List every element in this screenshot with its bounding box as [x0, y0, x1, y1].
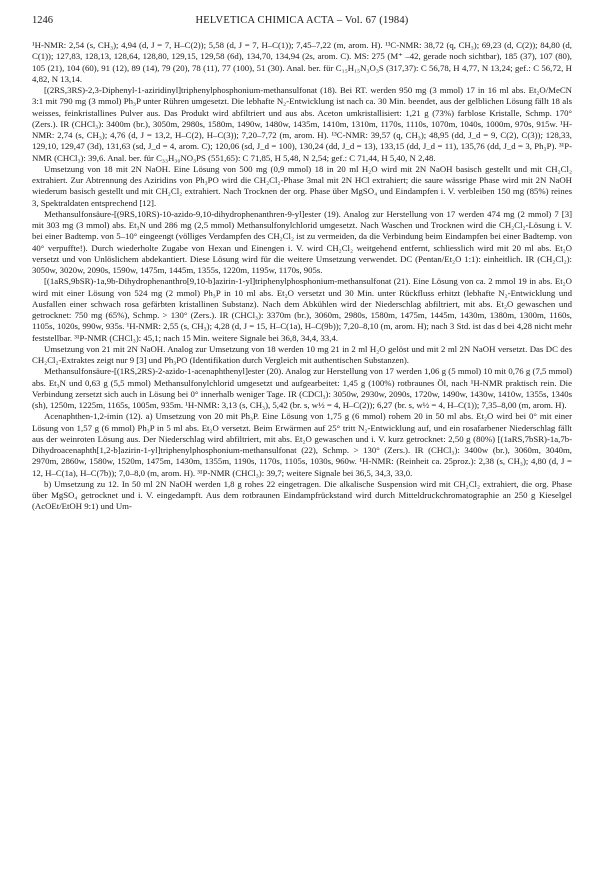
paragraph-reaction-18-naoh: Umsetzung von 18 mit 2N NaOH. Eine Lösung von 500 mg (0,9 mmol) 18 in 20 ml H₂O wird mit 2N NaOH basisch gestellt und mit CH₂Cl₂ extrahiert. Zur Abtrennung des Aziridins von Ph₃PO wird die CH₂Cl₂-Phase 3mal mit 2N HCl extrahiert; die saure wässrige Phase wird mit 2N NaOH wiederum basisch gestellt und mit CH₂Cl₂ extrahiert. Nach Trocknen der org. Phase über MgSO₄ und Eindampfen i. V. verbleiben 150 mg (85%) reines 3, Spektraldaten entsprechend [12]. — [32, 163, 572, 208]
paragraph-compound-18: [(2RS,3RS)-2,3-Diphenyl-1-aziridinyl]triphenylphosphonium-methansulfonat (18). Bei RT. werden 950 mg (3 mmol) 17 in 16 ml abs. Et₂O/MeCN 3:1 mit 790 mg (3 mmol) Ph₃P unter Rühren umgesetzt. Die lebhafte N₂-Entwicklung ist nach ca. 30 Min. beendet, aus der gelblichen Lösung fällt 18 als weisses, feinkristallines Pulver aus. Das Produkt wird abfiltriert und aus abs. Aceton umkristallisiert: 1,21 g (73%) farblose Kristalle, Schmp. 170° (Zers.). IR (CHCl₃): 3400m (br.), 3050m, 2980s, 1580m, 1490w, 1480w, 1435m, 1410m, 1310m, 1170s, 1110s, 1070m, 1040s, 1000m, 970s, 915w. ¹H-NMR: 2,74 (s, CH₃); 4,76 (d, J = 13,2, H–C(2), H–C(3)); 7,20–7,72 (m, arom. H). ¹³C-NMR: 39,57 (q, CH₃); 48,95 (dd, J_d = 9, C(2), C(3)); 128,33, 129,10, 129,47 (3d), 131,63 (sd, J_d = 4, arom. C); 120,06 (sd, J_d = 100), 130,24 (dd, J_d = 13), 133,15 (dd, J_d = 11), 135,76 (dd, J_d = 3, Ph₃P). ³¹P-NMR (CHCl₃): 39,6. Anal. ber. für C₃₃H₃₀NO₃PS (551,65): C 71,85, H 5,48, N 2,54; gef.: C 71,44, H 5,40, N 2,48. — [32, 85, 572, 163]
paragraph-compound-12a: Acenaphthen-1,2-imin (12). a) Umsetzung von 20 mit Ph₃P. Eine Lösung von 1,75 g (6 mmol) rohem 20 in 50 ml abs. Et₂O wird bei 0° mit einer Lösung von 1,57 g (6 mmol) Ph₃P in 5 ml abs. Et₂O versetzt. Beim Erwärmen auf 25° tritt N₂-Entwicklung auf, und ein rosafarbener Niederschlag fällt aus der weinroten Lösung aus. Der Niederschlag wird abfiltriert, mit abs. Et₂O gewaschen und i. V. kurz getrocknet: 2,50 g (80%) [(1aRS,7bSR)-1a,7b-Dihydroacenaphth[1,2-b]azirin-1-yl]triphenylphosphonium-methansulfonat (22), Schmp. > 130° (Zers.). IR (CHCl₃): 3400w (br.), 3060m, 3040m, 2970m, 2860w, 1580w, 1520m, 1475m, 1430m, 1355m, 1190s, 1170s, 1105s, 1030s, 960w. ¹H-NMR: (Reinheit ca. 25proz.): 2,38 (s, CH₃); 4,80 (d, J = 12, H–C(1a), H–C(7b)); 7,0–8,0 (m, arom. H). ³¹P-NMR (CHCl₃): 39,7; weitere Signale bei 36,5, 34,3, 33,0. — [32, 411, 572, 478]
page-number: 1246 — [32, 15, 53, 26]
paragraph-nmr-data: ¹H-NMR: 2,54 (s, CH₃); 4,94 (d, J = 7, H–C(2)); 5,58 (d, J = 7, H–C(1)); 7,45–7,22 (m, arom. H). ¹³C-NMR: 38,72 (q, CH₃); 69,23 (d, C(2)); 84,80 (d, C(1)); 127,83, 128,13, 128,64, 128,80, 129,15, 129,58 (6d), 134,70, 134,94 (2s, arom. C). MS: 275 (M⁺ –42, gerade noch sichtbar), 185 (37), 107 (80), 105 (21), 104 (60), 91 (12), 89 (14), 79 (20), 78 (11), 77 (100), 51 (30). Anal. ber. für C₁₅H₁₅N₃O₃S (317,37): C 56,78, H 4,77, N 13,24; gef.: C 56,72, H 4,82, N 13,14. — [32, 40, 572, 84]
journal-title: HELVETICA CHIMICA ACTA – Vol. 67 (1984) — [195, 15, 409, 26]
paragraph-compound-19: Methansulfonsäure-[(9RS,10RS)-10-azido-9,10-dihydrophenanthren-9-yl]ester (19). Analog zur Herstellung von 17 werden 474 mg (2 mmol) 7 [3] mit 303 mg (3 mmol) abs. Et₃N und 286 mg (2,5 mmol) Methansulfonylchlorid umgesetzt. Nach Waschen und Trocknen wird die CH₂Cl₂-Lösung i. V. bei einer Badtemp. von 5–10° eingeengt (völliges Verdampfen des CH₂Cl₂ ist zu vermeiden, da die Verbindung beim Eindampfen bei einer Badtemp. von 40° verpuffte!). Durch wiederholte Zugabe von Hexan und Einengen i. V. wird CH₂Cl₂ weitgehend entfernt, schliesslich wird mit 20 ml abs. Et₂O versetzt und von Unlöslichem abdekantiert. Diese Lösung wird für die weitere Umsetzung verwendet. DC (Pentan/Et₂O 1:1): einheitlich. IR (CH₂Cl₂): 3050w, 3020w, 2090s, 1590w, 1475m, 1445m, 1355s, 1220m, 1195w, 1170s, 905s. — [32, 208, 572, 275]
paragraph-compound-21: [(1aRS,9bSR)-1a,9b-Dihydrophenanthro[9,10-b]azirin-1-yl]triphenylphosphonium-methansulfonat (21). Eine Lösung von ca. 2 mmol 19 in abs. Et₂O wird mit einer Lösung von 524 mg (2 mmol) Ph₃P in 10 ml abs. Et₂O versetzt und 30 Min. unter Rückfluss erhitzt (lebhafte N₂-Entwicklung und Ausfallen einer schwach rosa gefärbten kristallinen Substanz). Nach dem Abkühlen wird der Niederschlag abfiltriert, mit abs. Et₂O gewaschen und getrocknet: 750 mg (65%), Schmp. > 130° (Zers.). IR (CHCl₃): 3370m (br.), 3060m, 2980s, 1580m, 1475m, 1445m, 1430m, 1380m, 1300m, 1160s, 1105s, 1020s, 990w, 935s. ¹H-NMR: 2,55 (s, CH₃); 4,28 (d, J = 15, H–C(1a), H–C(9b)); 7,20–8,10 (m, arom. H); nach 3 Std. ist das d bei 4,28 nicht mehr feststellbar. ³¹P-NMR (CHCl₃): 45,1; nach 15 Min. weitere Signale bei 36,8, 34,4, 33,4. — [32, 276, 572, 343]
header-spacer — [502, 14, 572, 27]
article-body — [32, 40, 572, 513]
running-header — [32, 14, 572, 27]
paragraph-reaction-21-naoh: Umsetzung von 21 mit 2N NaOH. Analog zur Umsetzung von 18 werden 10 mg 21 in 2 ml H₂O gelöst und mit 2 ml 2N NaOH versetzt. Das DC des CH₂Cl₂-Extraktes zeigt nur 9 [3] und Ph₃PO (Identifikation durch Vergleich mit authentischen Substanzen). — [32, 343, 572, 365]
paragraph-compound-20: Methansulfonsäure-[(1RS,2RS)-2-azido-1-acenaphthenyl]ester (20). Analog zur Herstellung von 17 werden 1,06 g (5 mmol) 10 mit 0,76 g (7,5 mmol) abs. Et₃N und 0,63 g (5,5 mmol) Methansulfonylchlorid umgesetzt und aufgearbeitet: 1,45 g (100%) rotbraunes Öl, nach ¹H-NMR praktisch rein. Die Verbindung zersetzt sich auch in Lösung bei 0° innerhalb weniger Tage. IR (CDCl₃): 3050w, 2930w, 2090s, 1720w, 1490w, 1430w, 1410w, 1355s, 1340s (sh), 1250m, 1225m, 1165s, 1005m, 935m. ¹H-NMR: 3,13 (s, CH₃), 5,42 (br. s, w½ = 4, H–C(2)); 6,27 (br. s, w½ = 4, H–C(1)); 7,35–8,00 (m, arom. H). — [32, 366, 572, 410]
journal-page — [32, 14, 572, 513]
paragraph-compound-12b: b) Umsetzung zu 12. In 50 ml 2N NaOH werden 1,8 g rohes 22 eingetragen. Die alkalische Suspension wird mit CH₂Cl₂ extrahiert, die org. Phase über MgSO₄ getrocknet und i. V. eingedampft. Aus dem rotbraunen Eindampfrückstand wird durch Mitteldruckchromatographie an 250 g Kieselgel (AcOEt/EtOH 9:1) und Um- — [32, 478, 572, 512]
